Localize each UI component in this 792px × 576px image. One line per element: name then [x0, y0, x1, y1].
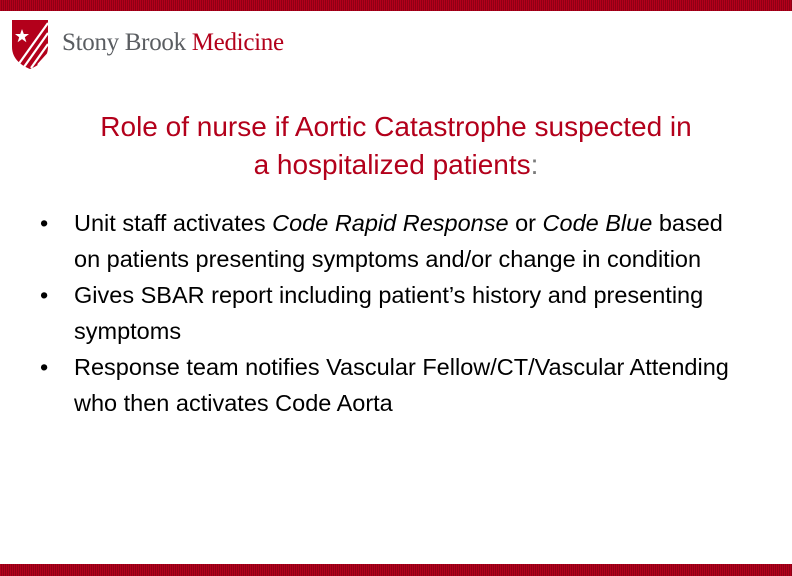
slide-title [40, 108, 752, 184]
bullet-list [34, 205, 754, 421]
logo-wordmark [62, 29, 284, 57]
bullet-text: Gives SBAR report including patient’s history and presenting symptoms [74, 282, 704, 344]
bullet-marker: • [40, 210, 49, 236]
logo-name-part1: Stony Brook [62, 29, 192, 56]
bullet-text: based on patients presenting symptoms and/or change in condition [74, 210, 723, 272]
stony-brook-medicine-logo [10, 17, 310, 69]
logo-name-part2: Medicine [191, 29, 284, 56]
bullet-item [34, 277, 754, 349]
bullet-item [34, 205, 754, 277]
bottom-brand-bar [0, 564, 792, 576]
bullet-text: Response team notifies Vascular Fellow/CT/Vascular Attending who then activates Code Aorta [74, 354, 729, 416]
title-line-2: a hospitalized patients [253, 149, 531, 180]
bullet-text: or [508, 210, 543, 236]
bullet-emphasis: Code Rapid Response [272, 210, 509, 236]
bullet-item [34, 349, 754, 421]
top-brand-bar [0, 0, 792, 11]
title-colon: : [530, 149, 539, 180]
bullet-marker: • [40, 354, 49, 380]
bullet-text: Unit staff activates [74, 210, 273, 236]
bullet-marker: • [40, 282, 49, 308]
shield-star-icon [10, 17, 52, 69]
title-line-1: Role of nurse if Aortic Catastrophe suspected in [100, 111, 692, 142]
bullet-emphasis: Code Blue [542, 210, 653, 236]
